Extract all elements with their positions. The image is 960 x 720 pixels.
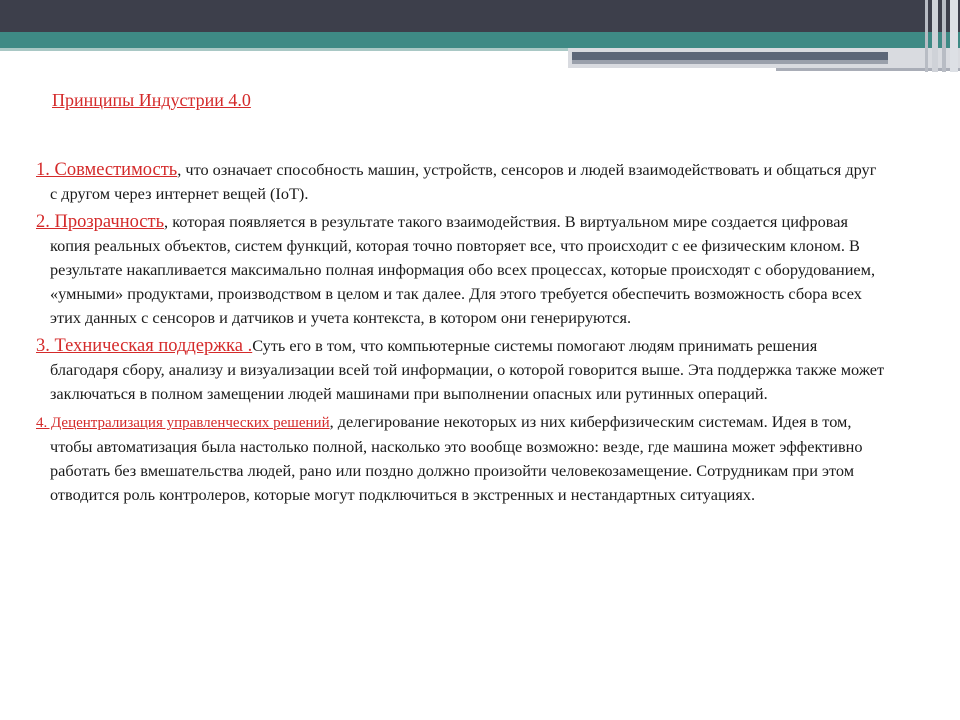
principle-text: , делегирование некоторых из них киберфизическим системам. Идея в том, чтобы автоматизация была настолько полной, насколько это вообще возможно: везде, где машина может эффективно работать без вмешательства людей, рано или поздно должно произойти человекозамещение. Сотрудникам при этом отводится роль контролеров, которые могут подключиться в экстренных и нестандартных ситуациях.: [50, 412, 863, 504]
principle-item: [36, 334, 886, 406]
principle-text: , которая появляется в результате такого взаимодействия. В виртуальном мире создается цифровая копия реальных объектов, систем функций, которая точно повторяет все, что происходит с ее физическим клоном. В результате накапливается максимально полная информация обо всех процессах, которые происходят с оборудованием, «умными» продуктами, производством в целом и так далее. Для этого требуется обеспечить возможность сбора всех этих данных с сенсоров и датчиков и учета контекста, в котором они генерируются.: [50, 212, 876, 327]
principle-item: [36, 210, 886, 330]
slide-title: Принципы Индустрии 4.0: [52, 90, 251, 110]
header-vertical-stripe: [942, 0, 946, 72]
principle-heading: 3. Техническая поддержка .: [36, 336, 253, 356]
principle-heading: 4. Децентрализация управленческих решений: [36, 415, 330, 431]
principle-heading: 2. Прозрачность: [36, 212, 165, 232]
header-vertical-stripe: [950, 0, 958, 72]
header-dark-bar: [0, 0, 960, 32]
principle-text: Суть его в том, что компьютерные системы помогают людям принимать решения благодаря сбору, анализу и визуализации всей той информации, о которой говорится выше. Эта поддержка также может заключаться в полном замещении людей машинами при выполнении опасных или рутинных операций.: [50, 336, 885, 403]
header-accent-inner: [572, 52, 888, 60]
principle-item: [36, 158, 886, 206]
slide-content: [36, 158, 886, 511]
header-vertical-stripe: [925, 0, 928, 72]
principle-heading: 1. Совместимость: [36, 160, 178, 180]
header-teal-bar: [0, 32, 960, 48]
header-accent-inner-light: [572, 60, 888, 64]
principle-item: [36, 410, 886, 507]
principle-text: , что означает способность машин, устройств, сенсоров и людей взаимодействовать и общаться друг с другом через интернет вещей (IoT).: [50, 160, 877, 203]
header-vertical-stripe: [932, 0, 938, 72]
